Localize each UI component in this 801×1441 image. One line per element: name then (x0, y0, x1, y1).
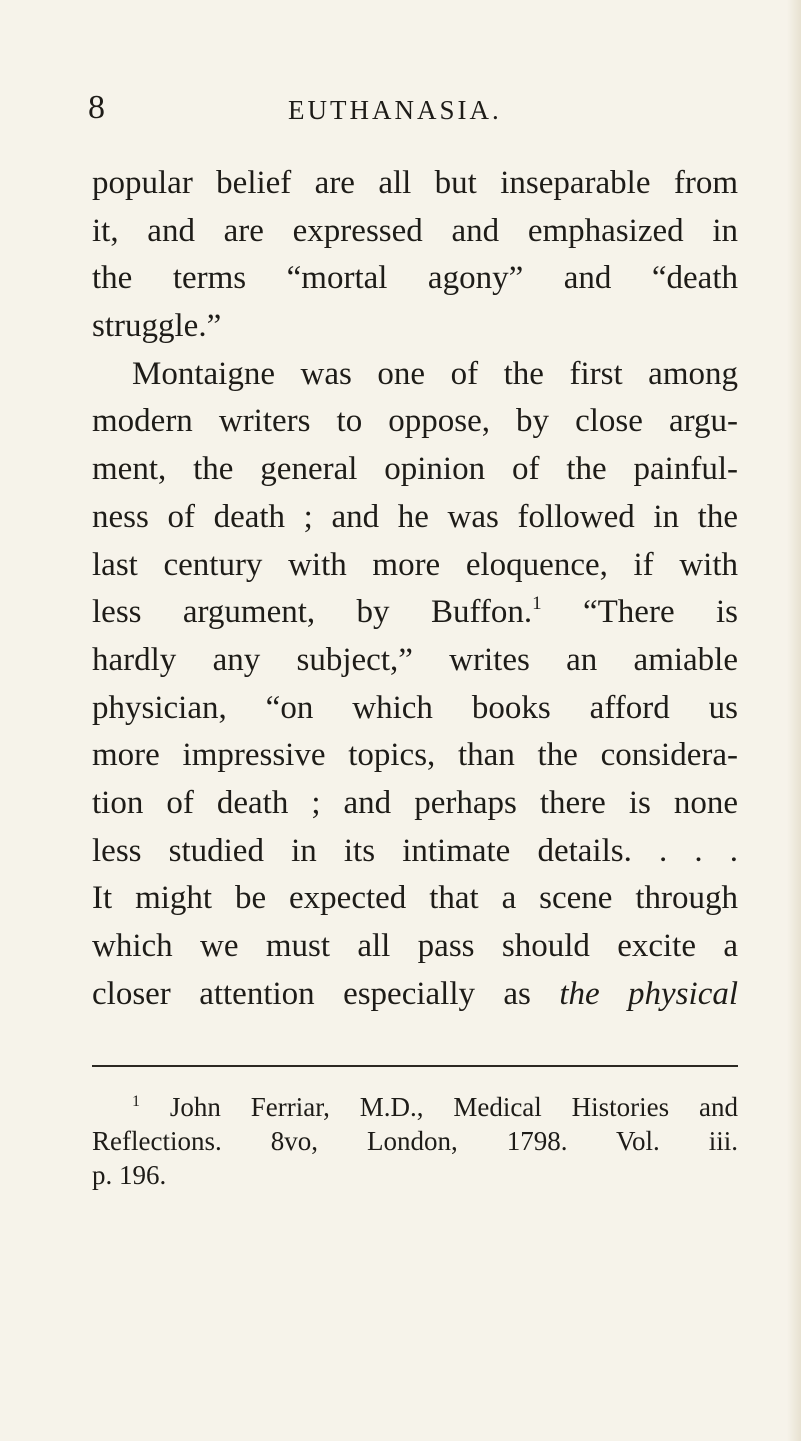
text-line: It might be expected that a scene through (92, 880, 738, 917)
footnote-rule (92, 1065, 738, 1067)
text-fragment: less argument, by Buffon. (92, 594, 533, 631)
text-line: more impressive topics, than the considera- (92, 737, 738, 774)
text-line-italic-end (92, 971, 738, 1019)
text-line-with-footnote-ref (92, 589, 738, 637)
text-line: popular belief are all but inseparable from (92, 165, 738, 201)
text-line: less studied in its intimate details. . . . (92, 832, 738, 869)
text-line: ment, the general opinion of the painful- (92, 451, 738, 488)
footnote-line: p. 196. (92, 1160, 167, 1190)
text-line: hardly any subject,” writes an amiable (92, 641, 738, 678)
page-edge-shadow (787, 0, 801, 1441)
footnote-line (92, 1090, 738, 1124)
text-line: struggle.” (92, 308, 222, 345)
text-line: physician, “on which books afford us (92, 689, 738, 726)
text-fragment: closer attention especially as (92, 975, 560, 1012)
italic-phrase: the physical (559, 975, 739, 1012)
text-line: which we must all pass should excite a (92, 928, 738, 964)
text-line: last century with more eloquence, if with (92, 546, 738, 583)
text-fragment: “There is (541, 594, 738, 631)
footnote (92, 1090, 738, 1192)
body-text (92, 160, 738, 1018)
text-line: tion of death ; and perhaps there is none (92, 784, 738, 821)
text-fragment: John Ferriar, M.D., Medical Histories and (140, 1092, 738, 1122)
running-head (88, 88, 738, 128)
footnote-marker: 1 (132, 1093, 140, 1110)
footnote-reference: 1 (532, 593, 542, 615)
running-head-title: EUTHANASIA. (288, 95, 502, 125)
footnote-line: Reflections. 8vo, London, 1798. Vol. iii. (92, 1126, 738, 1156)
text-line: ness of death ; and he was followed in the (92, 498, 738, 535)
text-line: modern writers to oppose, by close argu- (92, 403, 738, 440)
paragraph-start-line: Montaigne was one of the first among (132, 355, 738, 392)
text-line: it, and are expressed and emphasized in (92, 212, 738, 249)
page-number: 8 (88, 89, 105, 126)
text-line: the terms “mortal agony” and “death (92, 260, 738, 297)
